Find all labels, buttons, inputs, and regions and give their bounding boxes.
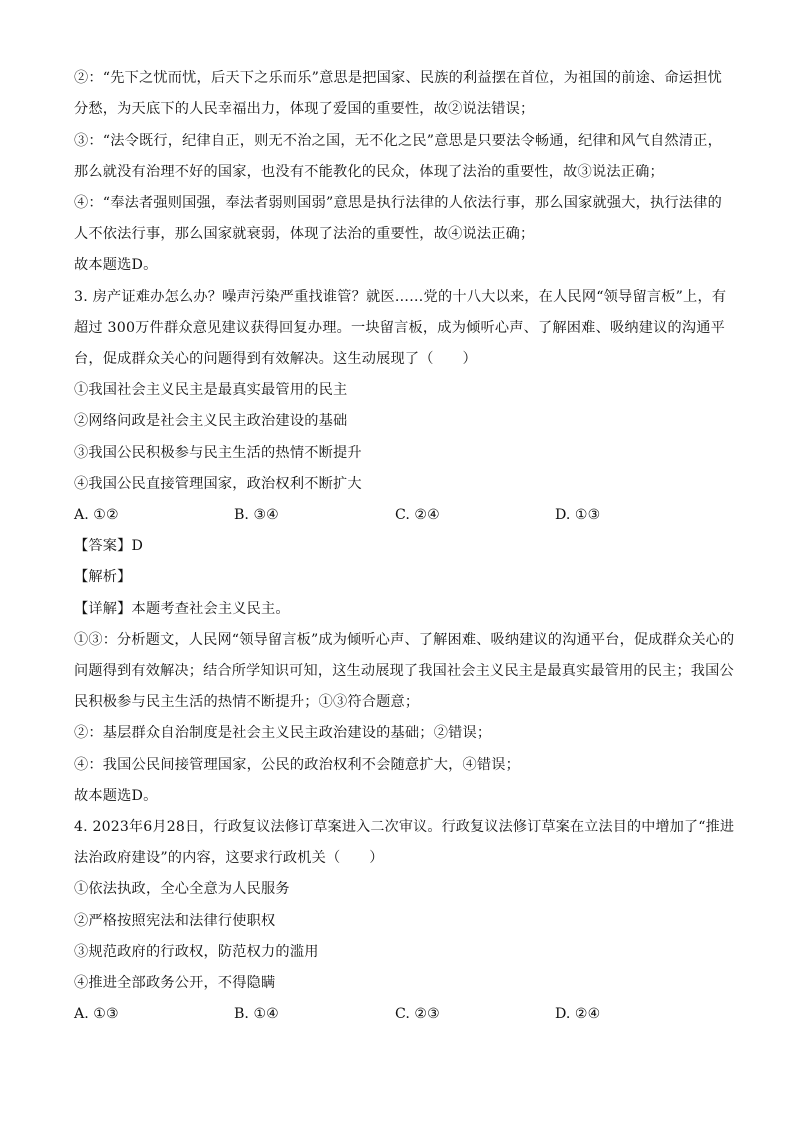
- text-line: 故本题选D。: [74, 257, 158, 273]
- detail-line: ④：我国公民间接管理国家，公民的政治权利不会随意扩大，④错误；: [74, 757, 521, 773]
- question-3-stem: 超过 300万件群众意见建议获得回复办理。一块留言板，成为倾听心声、了解困难、吸纳建议的沟通平: [74, 320, 726, 336]
- detail-line: 【详解】本题考查社会主义民主。: [74, 601, 290, 617]
- question-4-option-d: D. ②④: [555, 1006, 601, 1022]
- question-3-statement: ④我国公民直接管理国家，政治权利不断扩大: [74, 476, 362, 492]
- analysis-label: 【解析】: [74, 569, 132, 585]
- text-line: 分愁，为天底下的人民幸福出力，体现了爱国的重要性，故②说法错误；: [74, 101, 535, 117]
- text-line: ④：“奉法者强则国强，奉法者弱则国弱”意思是执行法律的人依法行事，那么国家就强大，执行法律的: [74, 195, 722, 211]
- text-line: ②：“先下之忧而忧，后天下之乐而乐”意思是把国家、民族的利益摆在首位，为祖国的前途、命运担忧: [74, 70, 722, 86]
- question-4-stem: 4. 2023年6月28日，行政复议法修订草案进入二次审议。行政复议法修订草案在立法目的中增加了“推进: [74, 819, 735, 835]
- question-3-option-c: C. ②④: [395, 507, 440, 523]
- text-line: 人不依法行事，那么国家就衰弱，体现了法治的重要性，故④说法正确；: [74, 226, 535, 242]
- question-3-stem: 台，促成群众关心的问题得到有效解决。这生动展现了（ ）: [74, 351, 477, 367]
- answer-line: 【答案】D: [74, 538, 144, 554]
- question-4-statement: ③规范政府的行政权，防范权力的滥用: [74, 944, 319, 960]
- detail-line: 故本题选D。: [74, 788, 158, 804]
- question-4-statement: ②严格按照宪法和法律行使职权: [74, 913, 276, 929]
- detail-line: 问题得到有效解决；结合所学知识可知，这生动展现了我国社会主义民主是最真实最管用的民主；我国公: [74, 663, 734, 679]
- question-4-statement: ①依法执政，全心全意为人民服务: [74, 881, 290, 897]
- question-3-option-a: A. ①②: [74, 507, 119, 523]
- question-4-statement: ④推进全部政务公开，不得隐瞒: [74, 975, 276, 991]
- question-4-option-a: A. ①③: [74, 1006, 119, 1022]
- question-3-statement: ①我国社会主义民主是最真实最管用的民主: [74, 382, 348, 398]
- detail-line: ①③：分析题文，人民网“领导留言板”成为倾听心声、了解困难、吸纳建议的沟通平台，促成群众关心的: [74, 632, 735, 648]
- question-4-option-c: C. ②③: [395, 1006, 440, 1022]
- text-line: ③：“法令既行，纪律自正，则无不治之国，无不化之民”意思是只要法令畅通，纪律和风气自然清正，: [74, 133, 722, 149]
- question-3-stem: 3. 房产证难办怎么办？噪声污染严重找谁管？就医……党的十八大以来，在人民网“领导留言板”上，有: [74, 289, 727, 305]
- question-3-option-d: D. ①③: [555, 507, 601, 523]
- text-line: 那么就没有治理不好的国家，也没有不能教化的民众，体现了法治的重要性，故③说法正确；: [74, 164, 664, 180]
- detail-line: 民积极参与民主生活的热情不断提升；①③符合题意；: [74, 694, 420, 710]
- question-4-stem: 法治政府建设”的内容，这要求行政机关（ ）: [74, 850, 384, 866]
- question-3-statement: ②网络问政是社会主义民主政治建设的基础: [74, 413, 348, 429]
- detail-line: ②：基层群众自治制度是社会主义民主政治建设的基础；②错误；: [74, 725, 492, 741]
- question-4-option-b: B. ①④: [234, 1006, 279, 1022]
- question-3-option-b: B. ③④: [234, 507, 279, 523]
- question-3-statement: ③我国公民积极参与民主生活的热情不断提升: [74, 445, 362, 461]
